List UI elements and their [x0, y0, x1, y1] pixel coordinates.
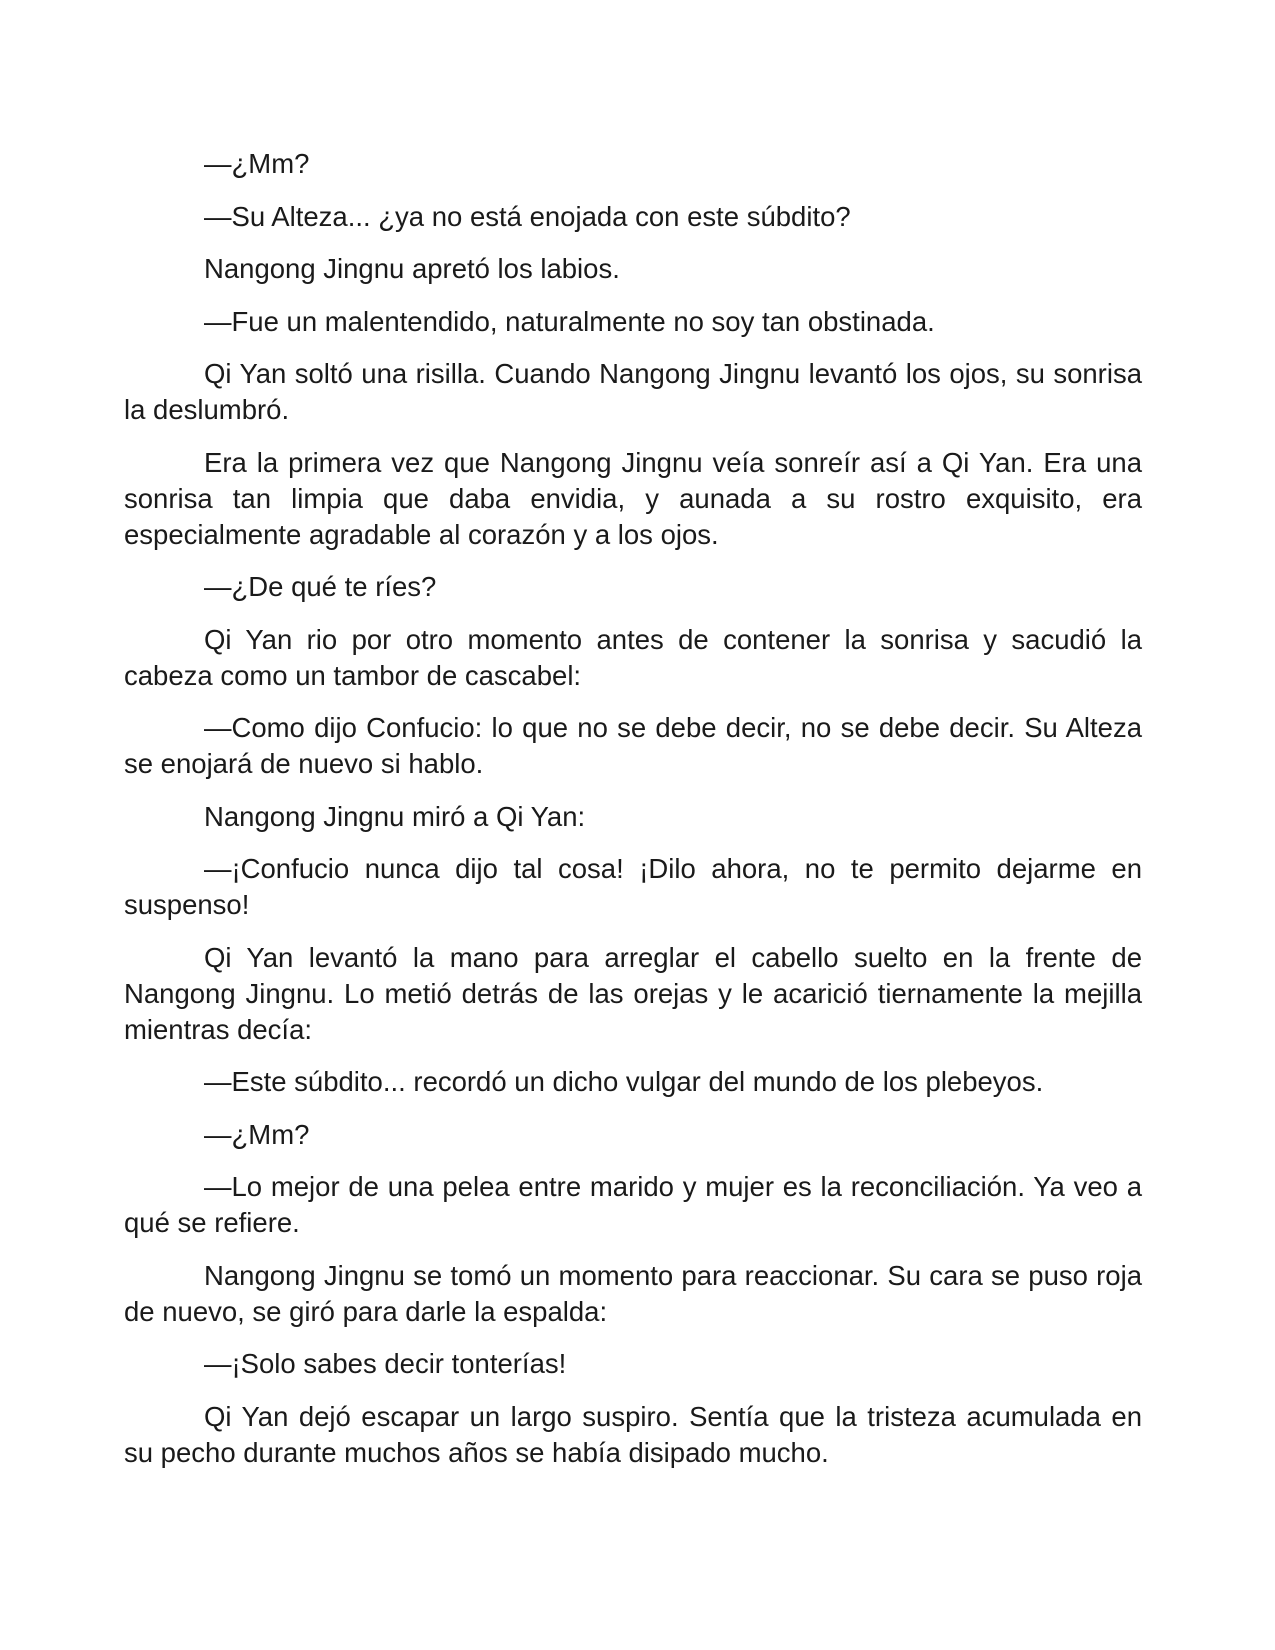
paragraph: Qi Yan rio por otro momento antes de contener la sonrisa y sacudió la cabeza como un tambor de cascabel:	[124, 623, 1142, 691]
paragraph: —¿Mm?	[204, 148, 310, 179]
paragraph: —¡Solo sabes decir tonterías!	[204, 1348, 567, 1379]
paragraph: —¡Confucio nunca dijo tal cosa! ¡Dilo ahora, no te permito dejarme en suspenso!	[124, 853, 1142, 920]
paragraph: —Fue un malentendido, naturalmente no soy tan obstinada.	[204, 305, 935, 337]
paragraph: —Como dijo Confucio: lo que no se debe decir, no se debe decir. Su Alteza se enojará de nuevo si hablo.	[124, 712, 1142, 779]
paragraph: Qi Yan soltó una risilla. Cuando Nangong Jingnu levantó los ojos, su sonrisa la deslumbró.	[124, 358, 1142, 425]
paragraph: Nangong Jingnu se tomó un momento para reaccionar. Su cara se puso roja de nuevo, se giró para darle la espalda:	[124, 1259, 1142, 1327]
paragraph: —Su Alteza... ¿ya no está enojada con este súbdito?	[204, 200, 851, 232]
paragraph: Nangong Jingnu apretó los labios.	[204, 253, 620, 284]
paragraph: —Lo mejor de una pelea entre marido y mujer es la reconciliación. Ya veo a qué se refiere.	[124, 1171, 1142, 1238]
paragraph: —¿De qué te ríes?	[204, 571, 437, 602]
paragraph: Qi Yan levantó la mano para arreglar el cabello suelto en la frente de Nangong Jingnu. Lo metió detrás de las orejas y le acarició tiernamente la mejilla mientras decía:	[124, 941, 1142, 1045]
text-body	[124, 146, 1142, 1487]
paragraph: Nangong Jingnu miró a Qi Yan:	[204, 800, 586, 832]
paragraph: Era la primera vez que Nangong Jingnu veía sonreír así a Qi Yan. Era una sonrisa tan limpia que daba envidia, y aunada a su rostro exquisito, era especialmente agradable al corazón y a los ojos.	[124, 446, 1142, 550]
paragraph: —Este súbdito... recordó un dicho vulgar del mundo de los plebeyos.	[204, 1066, 1044, 1097]
paragraph: Qi Yan dejó escapar un largo suspiro. Sentía que la tristeza acumulada en su pecho durante muchos años se había disipado mucho.	[124, 1400, 1142, 1468]
paragraph: —¿Mm?	[204, 1118, 310, 1150]
